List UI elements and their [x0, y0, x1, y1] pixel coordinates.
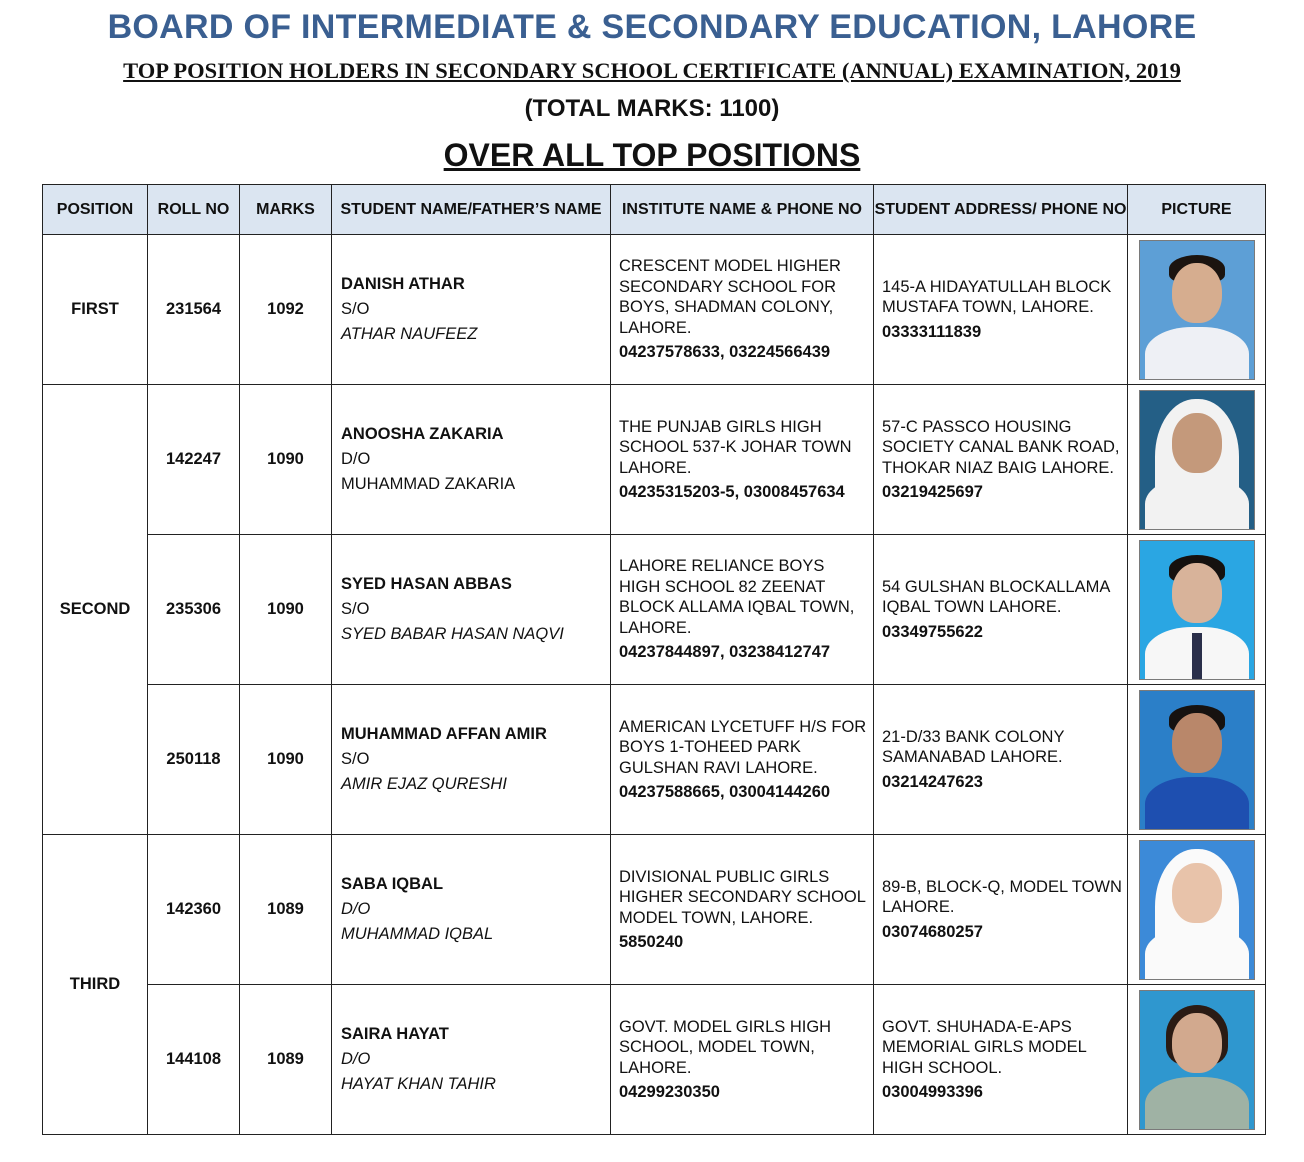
- institute-cell: [611, 235, 874, 385]
- photo-face: [1172, 713, 1222, 773]
- institute-cell: [611, 835, 874, 985]
- roll-no: 231564: [148, 235, 240, 385]
- father-name: SYED BABAR HASAN NAQVI: [341, 625, 564, 643]
- father-name: AMIR EJAZ QURESHI: [341, 775, 507, 793]
- address-cell: [874, 235, 1128, 385]
- table-row: [43, 835, 1266, 985]
- photo-face: [1172, 863, 1222, 923]
- student-name: SAIRA HAYAT: [341, 1025, 449, 1043]
- col-roll-no: ROLL NO: [148, 185, 240, 235]
- picture-cell: [1128, 235, 1266, 385]
- photo-face: [1172, 563, 1222, 623]
- relation: S/O: [341, 300, 370, 318]
- institute-cell: [611, 385, 874, 535]
- relation: D/O: [341, 450, 371, 468]
- section-title: OVER ALL TOP POSITIONS: [443, 137, 861, 173]
- board-title: BOARD OF INTERMEDIATE & SECONDARY EDUCATION, LAHORE: [107, 8, 1197, 46]
- photo-body: [1145, 327, 1249, 380]
- marks: 1092: [240, 235, 332, 385]
- student-cell: [332, 235, 611, 385]
- student-photo: [1139, 990, 1255, 1130]
- table-row: [43, 685, 1266, 835]
- student-cell: [332, 685, 611, 835]
- roll-no: 142247: [148, 385, 240, 535]
- position-cell: SECOND: [43, 385, 148, 835]
- student-phone: 03214247623: [882, 772, 983, 791]
- picture-cell: [1128, 535, 1266, 685]
- photo-body: [1145, 927, 1249, 980]
- student-name: SABA IQBAL: [341, 875, 444, 893]
- student-photo: [1139, 390, 1255, 530]
- student-name: DANISH ATHAR: [341, 275, 465, 293]
- student-photo: [1139, 840, 1255, 980]
- roll-no: 250118: [148, 685, 240, 835]
- photo-body: [1145, 777, 1249, 830]
- institute-name: LAHORE RELIANCE BOYS HIGH SCHOOL 82 ZEENAT BLOCK ALLAMA IQBAL TOWN, LAHORE.: [619, 557, 855, 637]
- address-cell: [874, 985, 1128, 1135]
- institute-cell: [611, 685, 874, 835]
- total-marks: (TOTAL MARKS: 1100): [524, 95, 780, 122]
- institute-cell: [611, 535, 874, 685]
- position-cell: THIRD: [43, 835, 148, 1135]
- student-photo: [1139, 240, 1255, 380]
- picture-cell: [1128, 985, 1266, 1135]
- picture-cell: [1128, 385, 1266, 535]
- father-name: MUHAMMAD IQBAL: [341, 925, 494, 943]
- student-address: 54 GULSHAN BLOCKALLAMA IQBAL TOWN LAHORE.: [882, 577, 1110, 617]
- student-cell: [332, 535, 611, 685]
- father-name: HAYAT KHAN TAHIR: [341, 1075, 496, 1093]
- photo-face: [1172, 1013, 1222, 1073]
- col-address: STUDENT ADDRESS/ PHONE NO: [874, 185, 1128, 235]
- institute-phone: 04237588665, 03004144260: [619, 783, 831, 801]
- student-phone: 03349755622: [882, 622, 983, 641]
- relation: S/O: [341, 600, 370, 618]
- col-institute: INSTITUTE NAME & PHONE NO: [611, 185, 874, 235]
- photo-face: [1172, 263, 1222, 323]
- father-name: ATHAR NAUFEEZ: [341, 325, 478, 343]
- table-row: [43, 235, 1266, 385]
- marks: 1090: [240, 685, 332, 835]
- photo-body: [1145, 1077, 1249, 1130]
- table-row: [43, 535, 1266, 685]
- student-name: SYED HASAN ABBAS: [341, 575, 512, 593]
- photo-face: [1172, 413, 1222, 473]
- student-address: 57-C PASSCO HOUSING SOCIETY CANAL BANK ROAD, THOKAR NIAZ BAIG LAHORE.: [882, 417, 1120, 477]
- institute-phone: 04237578633, 03224566439: [619, 343, 831, 362]
- marks: 1089: [240, 835, 332, 985]
- institute-name: CRESCENT MODEL HIGHER SECONDARY SCHOOL FOR BOYS, SHADMAN COLONY, LAHORE.: [619, 257, 841, 337]
- student-address: 21-D/33 BANK COLONY SAMANABAD LAHORE.: [882, 727, 1065, 767]
- address-cell: [874, 835, 1128, 985]
- roll-no: 235306: [148, 535, 240, 685]
- position-cell: FIRST: [43, 235, 148, 385]
- photo-body: [1145, 477, 1249, 530]
- student-phone: 03333111839: [882, 322, 982, 341]
- photo-tie: [1192, 633, 1202, 680]
- col-marks: MARKS: [240, 185, 332, 235]
- student-name: MUHAMMAD AFFAN AMIR: [341, 725, 547, 743]
- student-photo: [1139, 690, 1255, 830]
- header-row: [43, 185, 1266, 235]
- exam-subtitle: TOP POSITION HOLDERS IN SECONDARY SCHOOL CERTIFICATE (ANNUAL) EXAMINATION, 2019: [123, 58, 1181, 83]
- institute-name: AMERICAN LYCETUFF H/S FOR BOYS 1-TOHEED PARK GULSHAN RAVI LAHORE.: [619, 717, 867, 777]
- col-picture: PICTURE: [1128, 185, 1266, 235]
- father-name: MUHAMMAD ZAKARIA: [341, 475, 516, 493]
- institute-phone: 04235315203-5, 03008457634: [619, 483, 845, 501]
- roll-no: 142360: [148, 835, 240, 985]
- student-cell: [332, 985, 611, 1135]
- table-row: [43, 385, 1266, 535]
- marks: 1090: [240, 385, 332, 535]
- institute-phone: 04299230350: [619, 1083, 720, 1101]
- col-position: POSITION: [43, 185, 148, 235]
- institute-phone: 04237844897, 03238412747: [619, 643, 831, 662]
- institute-name: DIVISIONAL PUBLIC GIRLS HIGHER SECONDARY SCHOOL MODEL TOWN, LAHORE.: [619, 867, 866, 927]
- marks: 1089: [240, 985, 332, 1135]
- table-row: [43, 985, 1266, 1135]
- results-table: [42, 184, 1266, 1135]
- picture-cell: [1128, 835, 1266, 985]
- student-address: 145-A HIDAYATULLAH BLOCK MUSTAFA TOWN, LAHORE.: [882, 277, 1112, 317]
- col-student: STUDENT NAME/FATHER’S NAME: [332, 185, 611, 235]
- picture-cell: [1128, 685, 1266, 835]
- student-phone: 03074680257: [882, 922, 983, 941]
- relation: D/O: [341, 1050, 371, 1068]
- marks: 1090: [240, 535, 332, 685]
- student-address: 89-B, BLOCK-Q, MODEL TOWN LAHORE.: [882, 877, 1122, 917]
- institute-name: GOVT. MODEL GIRLS HIGH SCHOOL, MODEL TOWN, LAHORE.: [619, 1017, 832, 1077]
- student-phone: 03004993396: [882, 1083, 983, 1101]
- relation: D/O: [341, 900, 371, 918]
- institute-cell: [611, 985, 874, 1135]
- relation: S/O: [341, 750, 370, 768]
- address-cell: [874, 685, 1128, 835]
- student-address: GOVT. SHUHADA-E-APS MEMORIAL GIRLS MODEL HIGH SCHOOL.: [882, 1017, 1087, 1077]
- institute-phone: 5850240: [619, 933, 684, 951]
- student-name: ANOOSHA ZAKARIA: [341, 425, 504, 443]
- student-phone: 03219425697: [882, 483, 983, 501]
- institute-name: THE PUNJAB GIRLS HIGH SCHOOL 537-K JOHAR TOWN LAHORE.: [619, 417, 852, 477]
- roll-no: 144108: [148, 985, 240, 1135]
- student-cell: [332, 835, 611, 985]
- student-cell: [332, 385, 611, 535]
- address-cell: [874, 385, 1128, 535]
- student-photo: [1139, 540, 1255, 680]
- address-cell: [874, 535, 1128, 685]
